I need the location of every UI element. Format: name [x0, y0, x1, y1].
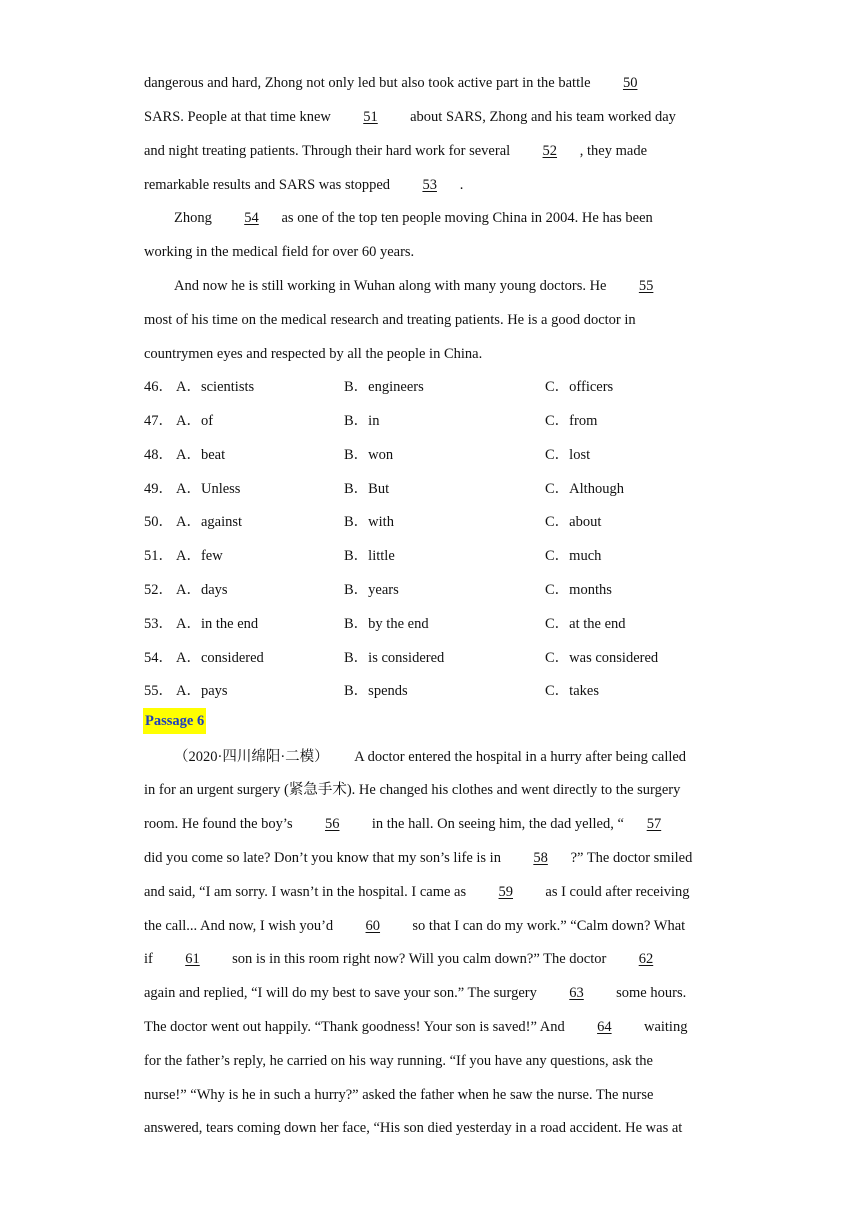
text: countrymen eyes and respected by all the people in China.: [144, 346, 483, 362]
text-line: [144, 1085, 653, 1105]
option-c: C．takes: [545, 683, 599, 699]
blank-63: 63: [569, 985, 584, 1001]
option-c: C．was considered: [545, 650, 659, 666]
text: for the father’s reply, he carried on his way running. “If you have any questions, ask the: [144, 1053, 653, 1069]
text: dangerous and hard, Zhong not only led but also took active part in the battle: [144, 75, 591, 91]
option-c: C．at the end: [545, 616, 626, 632]
text-line: [144, 983, 686, 1003]
option-b: B．won: [344, 447, 394, 463]
text: in for an urgent surgery (紧急手术). He changed his clothes and went directly to the surgery: [144, 782, 681, 798]
text-line: [174, 208, 653, 228]
option-a: A．few: [176, 548, 223, 564]
option-b: B．spends: [344, 683, 408, 699]
text-line: [144, 242, 414, 262]
option-c: C．from: [545, 413, 598, 429]
text-line: [174, 747, 686, 767]
text: A doctor entered the hospital in a hurry after being called: [354, 749, 687, 765]
question-number: 46．: [144, 379, 173, 395]
text: if: [144, 951, 153, 967]
text: And now he is still working in Wuhan along with many young doctors. He: [174, 278, 607, 294]
text-line: [144, 73, 660, 93]
text: waiting: [643, 1019, 688, 1035]
blank-55: 55: [638, 278, 654, 294]
blank-53: 53: [422, 177, 437, 193]
blank-60: 60: [365, 918, 381, 934]
text-line: [144, 175, 463, 195]
question-number: 48．: [144, 447, 173, 463]
text: .: [459, 177, 464, 193]
passage-label: Passage 6: [143, 708, 206, 734]
question-number: 47．: [144, 413, 173, 429]
option-a: A．of: [176, 413, 214, 429]
blank-57: 57: [646, 816, 662, 832]
text: and night treating patients. Through their hard work for several: [144, 143, 511, 159]
text-line: [144, 141, 647, 161]
blank-54: 54: [244, 210, 259, 226]
text-line: [144, 1118, 682, 1138]
text: , they made: [579, 143, 648, 159]
option-a: A．pays: [176, 683, 228, 699]
blank-58: 58: [533, 850, 548, 866]
text: son is in this room right now? Will you calm down?” The doctor: [232, 951, 607, 967]
text-line: [144, 882, 690, 902]
option-a: A．beat: [176, 447, 226, 463]
option-c: C．Although: [545, 481, 624, 497]
text: working in the medical field for over 60 years.: [144, 244, 415, 260]
option-b: B．by the end: [344, 616, 429, 632]
text-line: [144, 344, 482, 364]
text: and said, “I am sorry. I wasn’t in the hospital. I came as: [144, 884, 467, 900]
text-line: [144, 814, 684, 834]
blank-62: 62: [638, 951, 654, 967]
question-number: 54．: [144, 650, 173, 666]
text: as one of the top ten people moving China in 2004. He has been: [281, 210, 653, 226]
text: as I could after receiving: [545, 884, 690, 900]
option-b: B．little: [344, 548, 395, 564]
option-c: C．much: [545, 548, 602, 564]
blank-59: 59: [498, 884, 514, 900]
blank-61: 61: [185, 951, 200, 967]
question-number: 53．: [144, 616, 173, 632]
option-c: C．officers: [545, 379, 614, 395]
text-line: [174, 276, 676, 296]
text: about SARS, Zhong and his team worked day: [410, 109, 676, 125]
blank-64: 64: [597, 1019, 612, 1035]
text-line: [144, 949, 676, 969]
option-b: B．engineers: [344, 379, 424, 395]
option-b: B．But: [344, 481, 390, 497]
question-number: 50．: [144, 514, 173, 530]
text: room. He found the boy’s: [144, 816, 293, 832]
text-line: [144, 848, 692, 868]
option-a: A．Unless: [176, 481, 241, 497]
option-a: A．in the end: [176, 616, 259, 632]
option-c: C．months: [545, 582, 612, 598]
text-line: [144, 1051, 653, 1071]
option-b: B．years: [344, 582, 399, 598]
option-b: B．is considered: [344, 650, 445, 666]
text: nurse!” “Why is he in such a hurry?” asked the father when he saw the nurse. The nurse: [144, 1087, 654, 1103]
text: so that I can do my work.” “Calm down? What: [412, 918, 686, 934]
blank-50: 50: [622, 75, 638, 91]
text: remarkable results and SARS was stopped: [144, 177, 391, 193]
text: Zhong: [174, 210, 212, 226]
text-line: [144, 1017, 687, 1037]
text: in the hall. On seeing him, the dad yelled, “: [371, 816, 624, 832]
option-b: B．in: [344, 413, 380, 429]
blank-52: 52: [542, 143, 558, 159]
text: most of his time on the medical research and treating patients. He is a good doctor in: [144, 312, 636, 328]
question-number: 49．: [144, 481, 173, 497]
option-c: C．about: [545, 514, 602, 530]
text: again and replied, “I will do my best to save your son.” The surgery: [144, 985, 537, 1001]
text: SARS. People at that time knew: [144, 109, 331, 125]
blank-51: 51: [363, 109, 378, 125]
question-number: 52．: [144, 582, 173, 598]
text-line: [144, 916, 685, 936]
option-a: A．against: [176, 514, 243, 530]
option-c: C．lost: [545, 447, 591, 463]
option-b: B．with: [344, 514, 394, 530]
text: did you come so late? Don’t you know that my son’s life is in: [144, 850, 501, 866]
text-line: [144, 310, 636, 330]
question-number: 51．: [144, 548, 173, 564]
text: the call... And now, I wish you’d: [144, 918, 334, 934]
text: ?” The doctor smiled: [570, 850, 693, 866]
text: some hours.: [616, 985, 687, 1001]
option-a: A．scientists: [176, 379, 255, 395]
option-a: A．days: [176, 582, 228, 598]
text-line: [144, 107, 676, 127]
text-line: [144, 780, 680, 800]
text: answered, tears coming down her face, “His son died yesterday in a road accident. He was at: [144, 1120, 683, 1136]
text: The doctor went out happily. “Thank goodness! Your son is saved!” And: [144, 1019, 565, 1035]
question-number: 55．: [144, 683, 173, 699]
blank-56: 56: [324, 816, 340, 832]
source-label: （2020·四川绵阳·二模）: [174, 749, 329, 765]
option-a: A．considered: [176, 650, 264, 666]
